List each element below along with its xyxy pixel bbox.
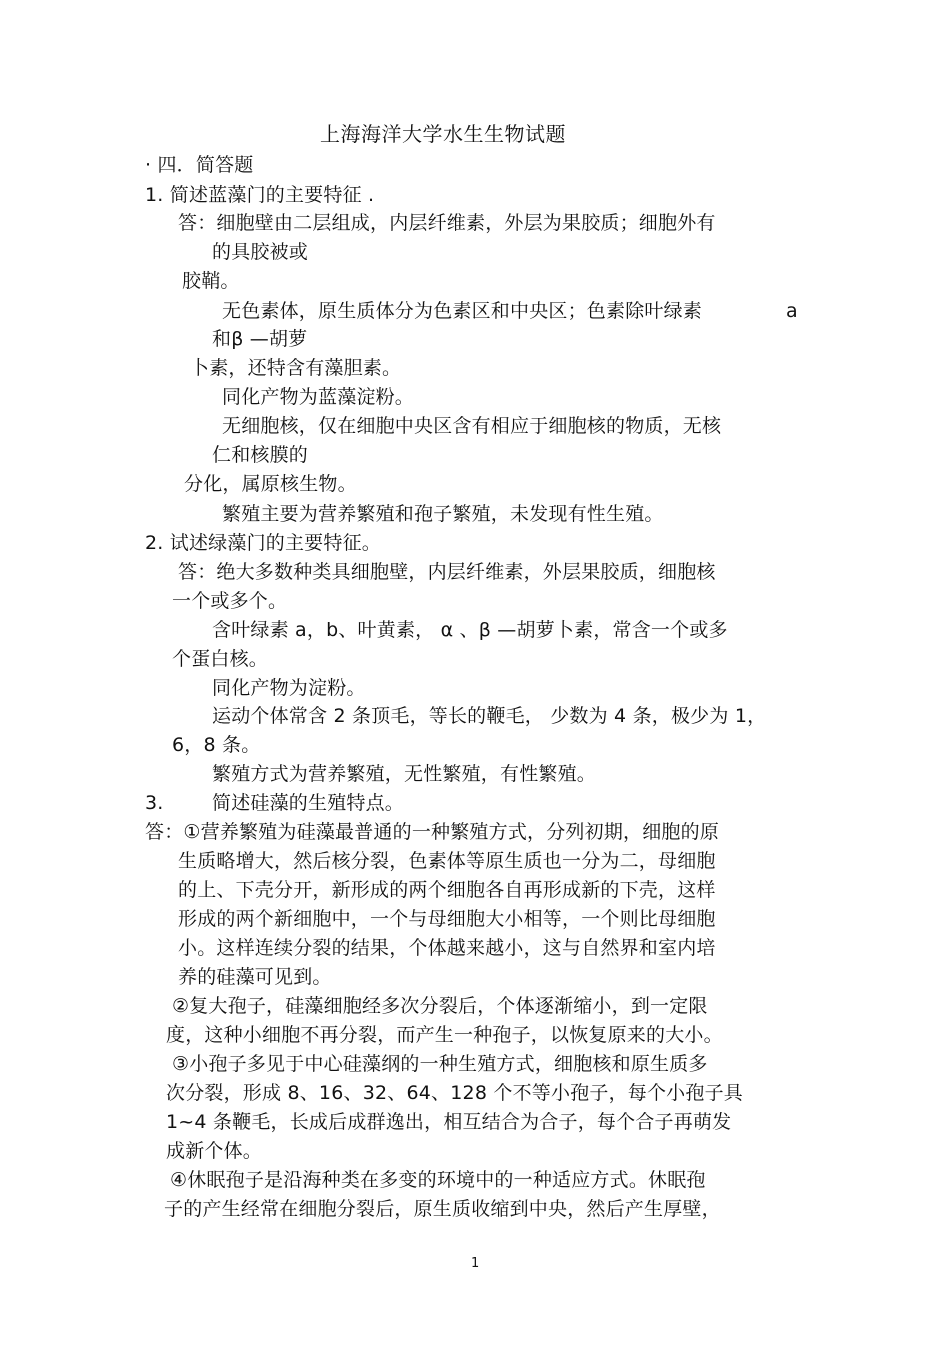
answer-line: 胶鞘。	[182, 270, 240, 292]
answer-line: 小。这样连续分裂的结果，个体越来越小，这与自然界和室内培	[178, 937, 716, 959]
answer-line: 答：绝大多数种类具细胞壁，内层纤维素，外层果胶质，细胞核	[178, 561, 716, 583]
answer-line: 生质略增大，然后核分裂，色素体等原生质也一分为二，母细胞	[178, 850, 716, 872]
question-3-number: 3.	[145, 792, 164, 814]
answer-line: 次分裂，形成 8、16、32、64、128 个不等小孢子，每个小孢子具	[166, 1082, 743, 1104]
answer-line: 6，8 条。	[172, 734, 261, 756]
answer-line: 繁殖主要为营养繁殖和孢子繁殖，未发现有性生殖。	[222, 503, 664, 525]
answer-line: ④休眠孢子是沿海种类在多变的环境中的一种适应方式。休眠孢	[170, 1169, 706, 1191]
answer-line: 仁和核膜的	[212, 444, 309, 466]
answer-line: 子的产生经常在细胞分裂后，原生质收缩到中央，然后产生厚壁，	[164, 1198, 721, 1220]
answer-line: 形成的两个新细胞中，一个与母细胞大小相等，一个则比母细胞	[178, 908, 716, 930]
answer-line: 同化产物为淀粉。	[212, 677, 366, 699]
answer-line: 答：①营养繁殖为硅藻最普通的一种繁殖方式，分列初期，细胞的原	[145, 821, 720, 843]
page-number: 1	[471, 1256, 480, 1271]
answer-line: 含叶绿素 a，b、叶黄素， α 、β —胡萝卜素，常含一个或多	[212, 619, 728, 641]
answer-line: 繁殖方式为营养繁殖，无性繁殖，有性繁殖。	[212, 763, 597, 785]
answer-line: 度，这种小细胞不再分裂，而产生一种孢子，以恢复原来的大小。	[166, 1024, 723, 1046]
answer-line: 分化，属原核生物。	[184, 473, 357, 495]
answer-line: 的具胶被或	[212, 241, 309, 263]
page-title: 上海海洋大学水生生物试题	[320, 122, 566, 146]
section-heading: · 四．简答题	[145, 154, 254, 176]
answer-line: 运动个体常含 2 条顶毛，等长的鞭毛， 少数为 4 条，极少为 1，	[212, 705, 767, 727]
answer-line: 无色素体，原生质体分为色素区和中央区；色素除叶绿素	[222, 300, 703, 322]
answer-line: 同化产物为蓝藻淀粉。	[222, 386, 415, 408]
answer-line: 一个或多个。	[172, 590, 288, 612]
question-1: 1. 简述蓝藻门的主要特征 .	[145, 184, 375, 206]
question-2: 2. 试述绿藻门的主要特征。	[145, 532, 381, 554]
answer-line: ②复大孢子，硅藻细胞经多次分裂后，个体逐渐缩小，到一定限	[172, 995, 708, 1017]
question-3: 简述硅藻的生殖特点。	[212, 792, 405, 814]
answer-line: 成新个体。	[166, 1140, 263, 1162]
answer-line: a	[786, 300, 798, 322]
answer-line: 个蛋白核。	[172, 648, 269, 670]
answer-line: 答：细胞壁由二层组成，内层纤维素，外层为果胶质；细胞外有	[178, 212, 716, 234]
answer-line: 的上、下壳分开，新形成的两个细胞各自再形成新的下壳，这样	[178, 879, 716, 901]
answer-line: 卜素，还特含有藻胆素。	[190, 357, 402, 379]
answer-line: 和β —胡萝	[212, 328, 308, 350]
answer-line: ③小孢子多见于中心硅藻纲的一种生殖方式，细胞核和原生质多	[172, 1053, 708, 1075]
answer-line: 无细胞核，仅在细胞中央区含有相应于细胞核的物质，无核	[222, 415, 722, 437]
answer-line: 1~4 条鞭毛，长成后成群逸出，相互结合为合子，每个合子再萌发	[166, 1111, 732, 1133]
answer-line: 养的硅藻可见到。	[178, 966, 332, 988]
